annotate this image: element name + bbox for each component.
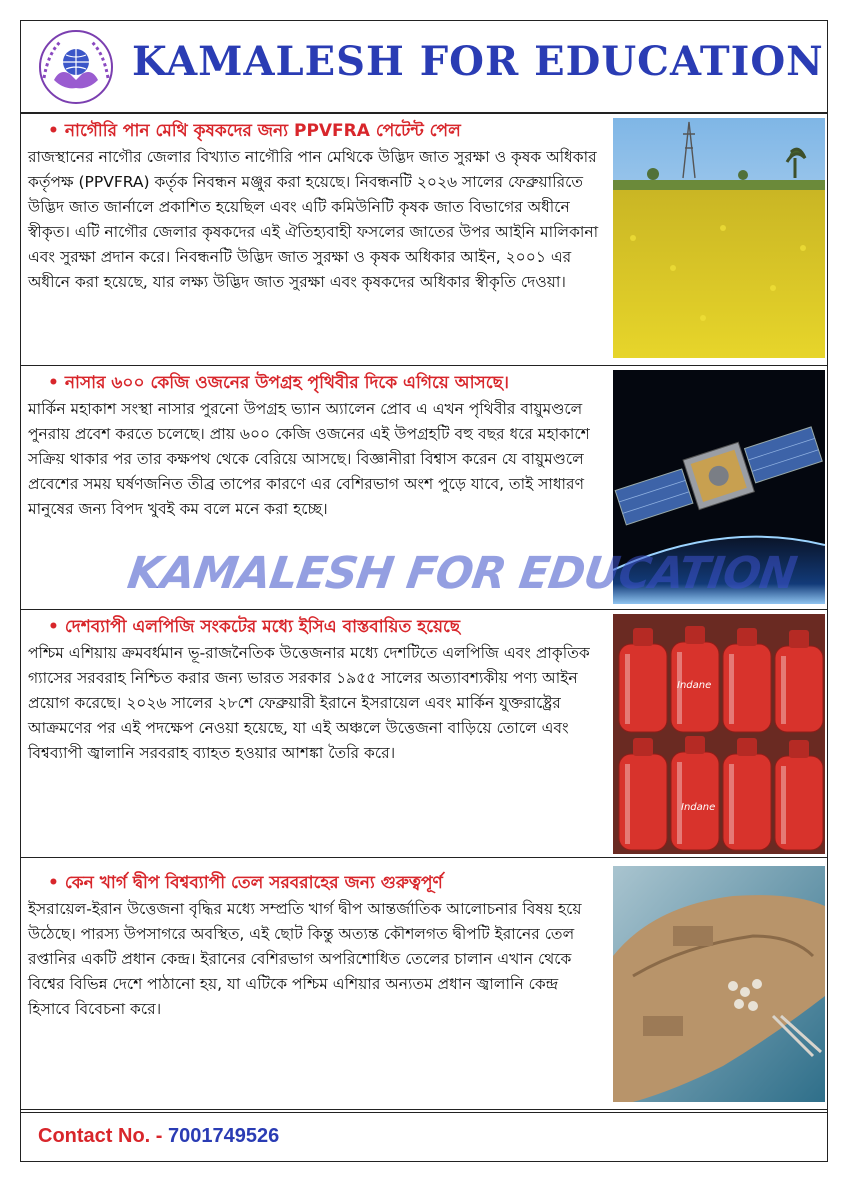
article-3-body: পশ্চিম এশিয়ায় ক্রমবর্ধমান ভূ-রাজনৈতিক উত্তেজনার মধ্যে দেশটিতে এলপিজি এবং প্রাকৃতিক গ্যাসের সরবরাহ নিশ্চিত করার জন্য ভারত সরকার ১৯৫৫ সালের অত্যাবশ্যকীয় পণ্য আইন প্রয়োগ করেছে। ২০২৬ সালের ২৮শে ফেব্রুয়ারী ইরানে ইসরায়েল এবং মার্কিন যুক্তরাষ্ট্রের আক্রমণের পর এই পদক্ষেপ নেওয়া হয়েছে, যা এই অঞ্চলে উত্তেজনা বাড়িয়ে তোলে এবং বিশ্বব্যাপী জ্বালানি সরবরাহ ব্যাহত হওয়ার আশঙ্কা তৈরি করে। [28,644,590,762]
article-2-title: • নাসার ৬০০ কেজি ওজনের উপগ্রহ পৃথিবীর দিকে এগিয়ে আসছে। [48,373,509,393]
globe-hands-logo-icon [30,28,122,106]
watermark-text: KAMALESH FOR EDUCATION [124,548,800,599]
contact-label: Contact No. - [38,1125,168,1147]
article-1-title: • নাগৌরি পান মেথি কৃষকদের জন্য PPVFRA পেটেন্ট পেল [48,121,461,141]
footer [20,1112,828,1162]
svg-text:Indane: Indane [677,680,712,691]
article-3 [20,610,828,858]
article-4 [20,858,828,1110]
satellite-photo [613,370,825,604]
article-2-body: মার্কিন মহাকাশ সংস্থা নাসার পুরনো উপগ্রহ ভ্যান অ্যালেন প্রোব এ এখন পৃথিবীর বায়ুমণ্ডলে পুনরায় প্রবেশ করতে চলেছে। প্রায় ৬০০ কেজি ওজনের এই উপগ্রহটি বহু বছর ধরে মহাকাশে সক্রিয় থাকার পর তার কক্ষপথ থেকে বেরিয়ে আসছে। বিজ্ঞানীরা বিশ্বাস করেন যে বায়ুমণ্ডলে প্রবেশের সময় ঘর্ষণজনিত তীব্র তাপের কারণে এর বেশিরভাগ অংশ পুড়ে যাবে, তাই সাধারণ মানুষের জন্য বিপদ খুবই কম বলে মনে করা হচ্ছে। [28,400,590,518]
svg-text:Indane: Indane [681,802,716,813]
article-2 [20,366,828,610]
article-3-title: • দেশব্যাপী এলপিজি সংকটের মধ্যে ইসিএ বাস্তবায়িত হয়েছে [48,617,461,637]
header [20,20,828,114]
article-1 [20,114,828,366]
lpg-cylinders-photo [613,614,825,854]
contact-line [38,1125,279,1148]
article-1-body: রাজস্থানের নাগৌর জেলার বিখ্যাত নাগৌরি পান মেথিকে উদ্ভিদ জাত সুরক্ষা ও কৃষক অধিকার কর্তৃপক্ষ (PPVFRA) কর্তৃক নিবন্ধন মঞ্জুর করা হয়েছে। নিবন্ধনটি ২০২৬ সালের ফেব্রুয়ারিতে উদ্ভিদ জাত জার্নালে প্রকাশিত হয়েছিল এবং এটি কমিউনিটি কৃষক জাত বিভাগের অধীনে স্বীকৃত। এটি নাগৌর জেলার কৃষকদের এই ঐতিহ্যবাহী ফসলের জাতের উপর আইনি মালিকানা এবং সুরক্ষা প্রদান করে। নিবন্ধনটি উদ্ভিদ জাত সুরক্ষা ও কৃষক অধিকার আইন, ২০০১ এর অধীনে করা হয়েছে, যার লক্ষ্য উদ্ভিদ জাত সুরক্ষা এবং কৃষকদের অধিকার স্বীকৃতি দেওয়া। [28,148,599,291]
article-4-title: • কেন খার্গ দ্বীপ বিশ্বব্যাপী তেল সরবরাহের জন্য গুরুত্বপূর্ণ [48,873,443,893]
fenugreek-field-photo [613,118,825,358]
contact-number: 7001749526 [168,1125,280,1147]
article-4-body: ইসরায়েল-ইরান উত্তেজনা বৃদ্ধির মধ্যে সম্প্রতি খার্গ দ্বীপ আন্তর্জাতিক আলোচনার বিষয় হয়ে উঠেছে। পারস্য উপসাগরে অবস্থিত, এই ছোট কিন্তু অত্যন্ত কৌশলগত দ্বীপটি ইরানের তেল রপ্তানির একটি প্রধান কেন্দ্র। ইরানের বেশিরভাগ অপরিশোধিত তেলের চালান এখান থেকে বিশ্বের বিভিন্ন দেশে পাঠানো হয়, যা এটিকে পশ্চিম এশিয়ার অন্যতম প্রধান জ্বালানি কেন্দ্র হিসাবে বিবেচনা করে। [28,900,582,1018]
island-aerial-photo [613,866,825,1102]
brand-title: KAMALESH FOR EDUCATION [132,38,824,85]
